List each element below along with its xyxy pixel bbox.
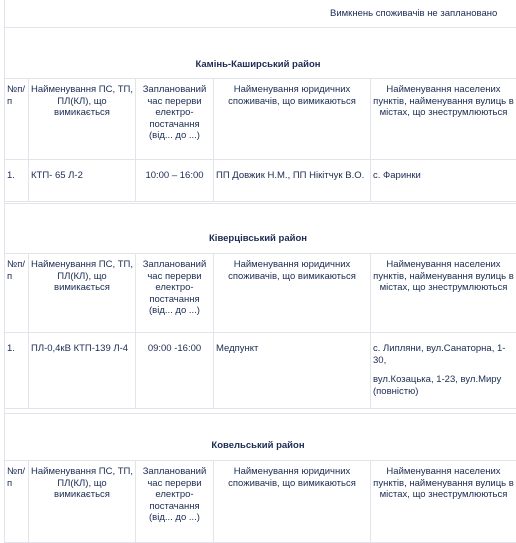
table-row	[5, 333, 516, 409]
col-header-time: Запланований час перерви електро-постачання (від... до ...)	[136, 461, 214, 543]
table-header-row	[5, 79, 516, 160]
col-header-consumers: Найменування юридичних споживачів, що вимикаються	[214, 254, 371, 333]
no-outages-note: Вимкнень споживачів не заплановано	[330, 8, 497, 19]
district-title: Ківерцівський район	[0, 233, 516, 244]
col-header-number: №п/п	[5, 461, 29, 543]
col-header-object: Найменування ПС, ТП, ПЛ(КЛ), що вимикається	[29, 79, 136, 160]
row-settlements	[371, 160, 516, 202]
col-header-settlements: Найменування населених пунктів, найменування вулиць в містах, що знеструмлюються	[371, 79, 516, 160]
col-header-number: №п/п	[5, 254, 29, 333]
table-header-row	[5, 254, 516, 333]
row-number: 1.	[5, 333, 29, 409]
row-number: 1.	[5, 160, 29, 202]
table-header-row	[5, 461, 516, 543]
divider	[4, 203, 516, 204]
row-object: КТП- 65 Л-2	[29, 160, 136, 202]
col-header-time: Запланований час перерви електро-постачання (від... до ...)	[136, 254, 214, 333]
settlement-line: с. Липляни, вул.Санаторна, 1-30,	[373, 343, 514, 366]
row-consumers: ПП Довжик Н.М., ПП Нікітчук В.О.	[214, 160, 371, 202]
col-header-settlements: Найменування населених пунктів, найменування вулиць в містах, що знеструмлюються	[371, 461, 516, 543]
col-header-consumers: Найменування юридичних споживачів, що вимикаються	[214, 461, 371, 543]
settlement-line: с. Фаринки	[373, 170, 514, 182]
table-row	[5, 160, 516, 202]
district-title: Камінь-Каширський район	[0, 59, 516, 70]
settlement-line: вул.Козацька, 1-23, вул.Миру (повністю)	[373, 374, 514, 397]
col-header-consumers: Найменування юридичних споживачів, що вимикаються	[214, 79, 371, 160]
col-header-object: Найменування ПС, ТП, ПЛ(КЛ), що вимикається	[29, 254, 136, 333]
outage-table	[4, 253, 516, 409]
row-time: 09:00 -16:00	[136, 333, 214, 409]
col-header-object: Найменування ПС, ТП, ПЛ(КЛ), що вимикається	[29, 461, 136, 543]
outage-table	[4, 78, 516, 202]
row-time: 10:00 – 16:00	[136, 160, 214, 202]
outage-table	[4, 460, 516, 543]
col-header-settlements: Найменування населених пунктів, найменування вулиць в містах, що знеструмлюються	[371, 254, 516, 333]
divider	[4, 27, 516, 28]
row-consumers: Медпункт	[214, 333, 371, 409]
col-header-time: Запланований час перерви електро-постачання (від... до ...)	[136, 79, 214, 160]
row-settlements	[371, 333, 516, 409]
row-object: ПЛ-0,4кВ КТП-139 Л-4	[29, 333, 136, 409]
district-title: Ковельський район	[0, 440, 516, 451]
col-header-number: №п/п	[5, 79, 29, 160]
divider	[4, 413, 516, 414]
